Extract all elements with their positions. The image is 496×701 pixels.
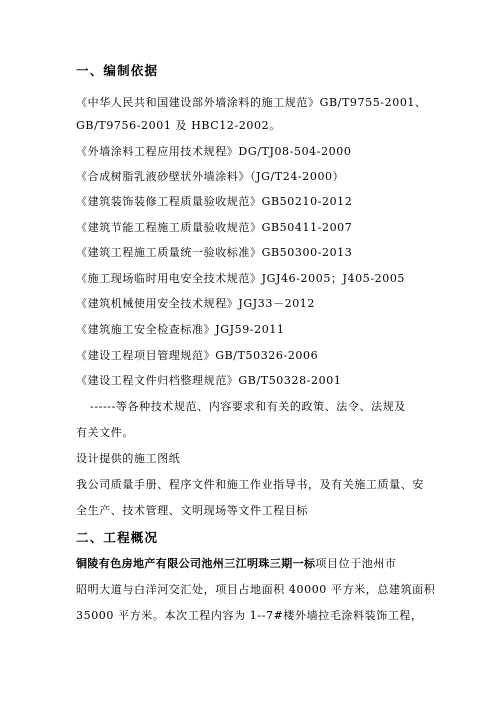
overview-paragraph-line-3: 35000 平方米。本次工程内容为 1--7#楼外墙拉毛涂料装饰工程，	[76, 609, 423, 622]
other-standards-line: ------等各种技术规范、内容要求和有关的政策、法令、法规及	[90, 400, 406, 413]
standard-item-4: 《建筑装饰装修工程质量验收规范》GB50210-2012	[76, 195, 353, 208]
overview-paragraph-line-1	[76, 557, 397, 571]
standard-item-2: 《外墙涂料工程应用技术规程》DG/TJ08-504-2000	[76, 145, 352, 158]
standard-item-6: 《建筑工程施工质量统一验收标准》GB50300-2013	[76, 246, 353, 259]
standard-item-9: 《建筑施工安全检查标准》JGJ59-2011	[76, 323, 285, 336]
overview-paragraph-line-2: 昭明大道与白洋河交汇处，项目占地面积 40000 平方米，总建筑面积	[76, 583, 436, 596]
section-heading-basis: 一、编制依据	[76, 63, 159, 78]
standard-item-1: 《中华人民共和国建设部外墙涂料的施工规范》GB/T9755-2001、	[76, 96, 427, 109]
standard-item-11: 《建设工程文件归档整理规范》GB/T50328-2001	[76, 374, 342, 387]
standard-item-5: 《建筑节能工程施工质量验收规范》GB50411-2007	[76, 221, 353, 234]
company-project-name: 铜陵有色房地产有限公司池州三江明珠三期一标	[76, 557, 316, 570]
standard-item-3: 《合成树脂乳液砂壁状外墙涂料》（JG/T24-2000）	[76, 170, 345, 183]
standard-item-7: 《施工现场临时用电安全技术规范》JGJ46-2005；J405-2005	[76, 272, 406, 285]
company-docs-line: 我公司质量手册、程序文件和施工作业指导书，及有关施工质量、安	[76, 478, 424, 491]
standard-item-1-cont: GB/T9756-2001 及 HBC12-2002。	[76, 119, 281, 132]
design-drawings-line: 设计提供的施工图纸	[76, 452, 181, 465]
standard-item-10: 《建设工程项目管理规范》GB/T50326-2006	[76, 349, 319, 362]
overview-line-1-rest: 项目位于池州市	[315, 557, 397, 570]
company-docs-line-cont: 全生产、技术管理、文明现场等文件工程目标	[76, 504, 308, 517]
standard-item-8: 《建筑机械使用安全技术规程》JGJ33－2012	[76, 297, 315, 310]
section-heading-overview: 二、工程概况	[76, 530, 159, 545]
other-standards-line-cont: 有关文件。	[76, 426, 134, 439]
